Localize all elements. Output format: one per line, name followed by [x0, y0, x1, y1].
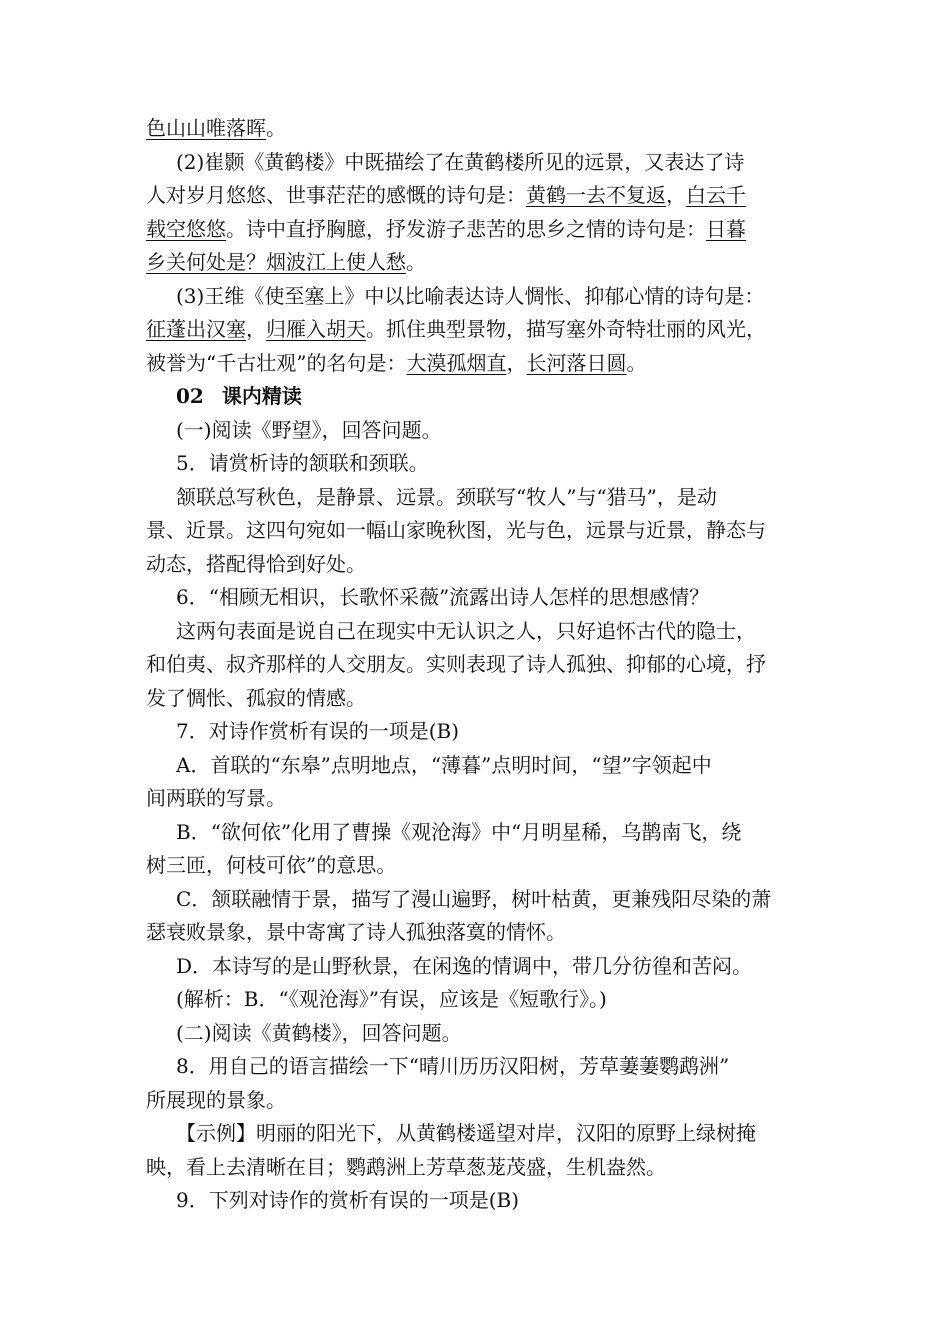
text-line: 色山山唯落晖。: [146, 116, 286, 140]
option-b-cont: 树三匝，何枝可依”的意思。: [146, 853, 397, 877]
text-line: 被誉为“千古壮观”的名句是：大漠孤烟直，长河落日圆。: [146, 350, 647, 375]
section-heading: [146, 380, 810, 414]
answer-line: 和伯夷、叔齐那样的人交朋友。实则表现了诗人孤独、抑郁的心境，抒: [146, 652, 766, 676]
option-a: A．首联的“东皋”点明地点，“薄暮”点明时间，“望”字领起中: [176, 752, 712, 777]
text-line: 乡关何处是？烟波江上使人愁。: [146, 250, 426, 274]
section-number: 02: [176, 384, 204, 408]
question-9: 9．下列对诗作的赏析有误的一项是(B): [176, 1188, 520, 1212]
question-2: (2)崔颢《黄鹤楼》中既描绘了在黄鹤楼所见的远景，又表达了诗: [176, 149, 745, 174]
section-title: 课内精读: [221, 384, 302, 408]
option-a-cont: 间两联的写景。: [146, 786, 286, 810]
answer-underline: 长河落日圆: [526, 350, 627, 375]
answer-line: 这两句表面是说自己在现实中无认识之人，只好追怀古代的隐士，: [176, 618, 756, 643]
option-c-cont: 瑟衰败景象，景中寄寓了诗人孤独落寞的情怀。: [146, 920, 566, 944]
answer-underline: 山山唯落晖: [166, 116, 266, 140]
answer-line: 景、近景。这四句宛如一幅山家晚秋图，光与色，远景与近景，静态与: [146, 518, 766, 542]
answer-line: 映，看上去清晰在目；鹦鹉洲上芳草葱茏茂盛，生机盎然。: [146, 1154, 666, 1179]
answer-underline: 日暮: [706, 216, 746, 241]
answer-underline: 色: [146, 116, 166, 140]
answer-underline: 大漠孤烟直: [406, 350, 507, 375]
answer-underline: 归雁入胡天: [266, 317, 366, 341]
question-6: 6．“相顾无相识，长歌怀采薇”流露出诗人怎样的思想感情？: [176, 585, 710, 609]
question-7: 7．对诗作赏析有误的一项是(B): [176, 719, 460, 743]
text-line: 人对岁月悠悠、世事茫茫的感慨的诗句是：黄鹤一去不复返，白云千: [146, 183, 746, 207]
option-b: B．“欲何依”化用了曹操《观沧海》中“月明星稀，乌鹊南飞，绕: [176, 819, 742, 844]
answer-line: 发了惆怅、孤寂的情感。: [146, 685, 366, 710]
question-3: (3)王维《使至塞上》中以比喻表达诗人惆怅、抑郁心情的诗句是：: [176, 283, 765, 308]
answer-underline: 征蓬出汉塞: [146, 317, 246, 341]
answer-line: 颔联总写秋色，是静景、远景。颈联写“牧人”与“猎马”，是动: [176, 484, 717, 509]
answer-underline: 乡关何处是？烟波江上使人愁: [146, 250, 406, 274]
text-line: 征蓬出汉塞，归雁入胡天。抓住典型景物，描写塞外奇特壮丽的风光，: [146, 317, 766, 341]
option-c: C．颔联融情于景，描写了漫山遍野，树叶枯黄，更兼残阳尽染的萧: [176, 886, 772, 911]
answer-line: 【示例】明丽的阳光下，从黄鹤楼遥望对岸，汉阳的原野上绿树掩: [176, 1121, 756, 1145]
text-line: 载空悠悠。诗中直抒胸臆，抒发游子悲苦的思乡之情的诗句是：日暮: [146, 216, 746, 241]
reading-prompt: (一)阅读《野望》，回答问题。: [176, 417, 442, 442]
explanation: (解析：B．“《观沧海》”有误，应该是《短歌行》。): [176, 987, 607, 1011]
option-d: D．本诗写的是山野秋景，在闲逸的情调中，带几分彷徨和苦闷。: [176, 953, 753, 978]
answer-underline: 白云千: [686, 183, 746, 207]
reading-prompt: (二)阅读《黄鹤楼》，回答问题。: [176, 1020, 462, 1045]
question-5: 5．请赏析诗的颔联和颈联。: [176, 451, 429, 475]
answer-underline: 黄鹤一去不复返: [526, 183, 666, 207]
answer-line: 动态，搭配得恰到好处。: [146, 551, 366, 576]
question-8: 8．用自己的语言描绘一下“晴川历历汉阳树，芳草萋萋鹦鹉洲”: [176, 1054, 730, 1078]
question-8-cont: 所展现的景象。: [146, 1087, 286, 1112]
answer-underline: 载空悠悠: [146, 216, 226, 241]
